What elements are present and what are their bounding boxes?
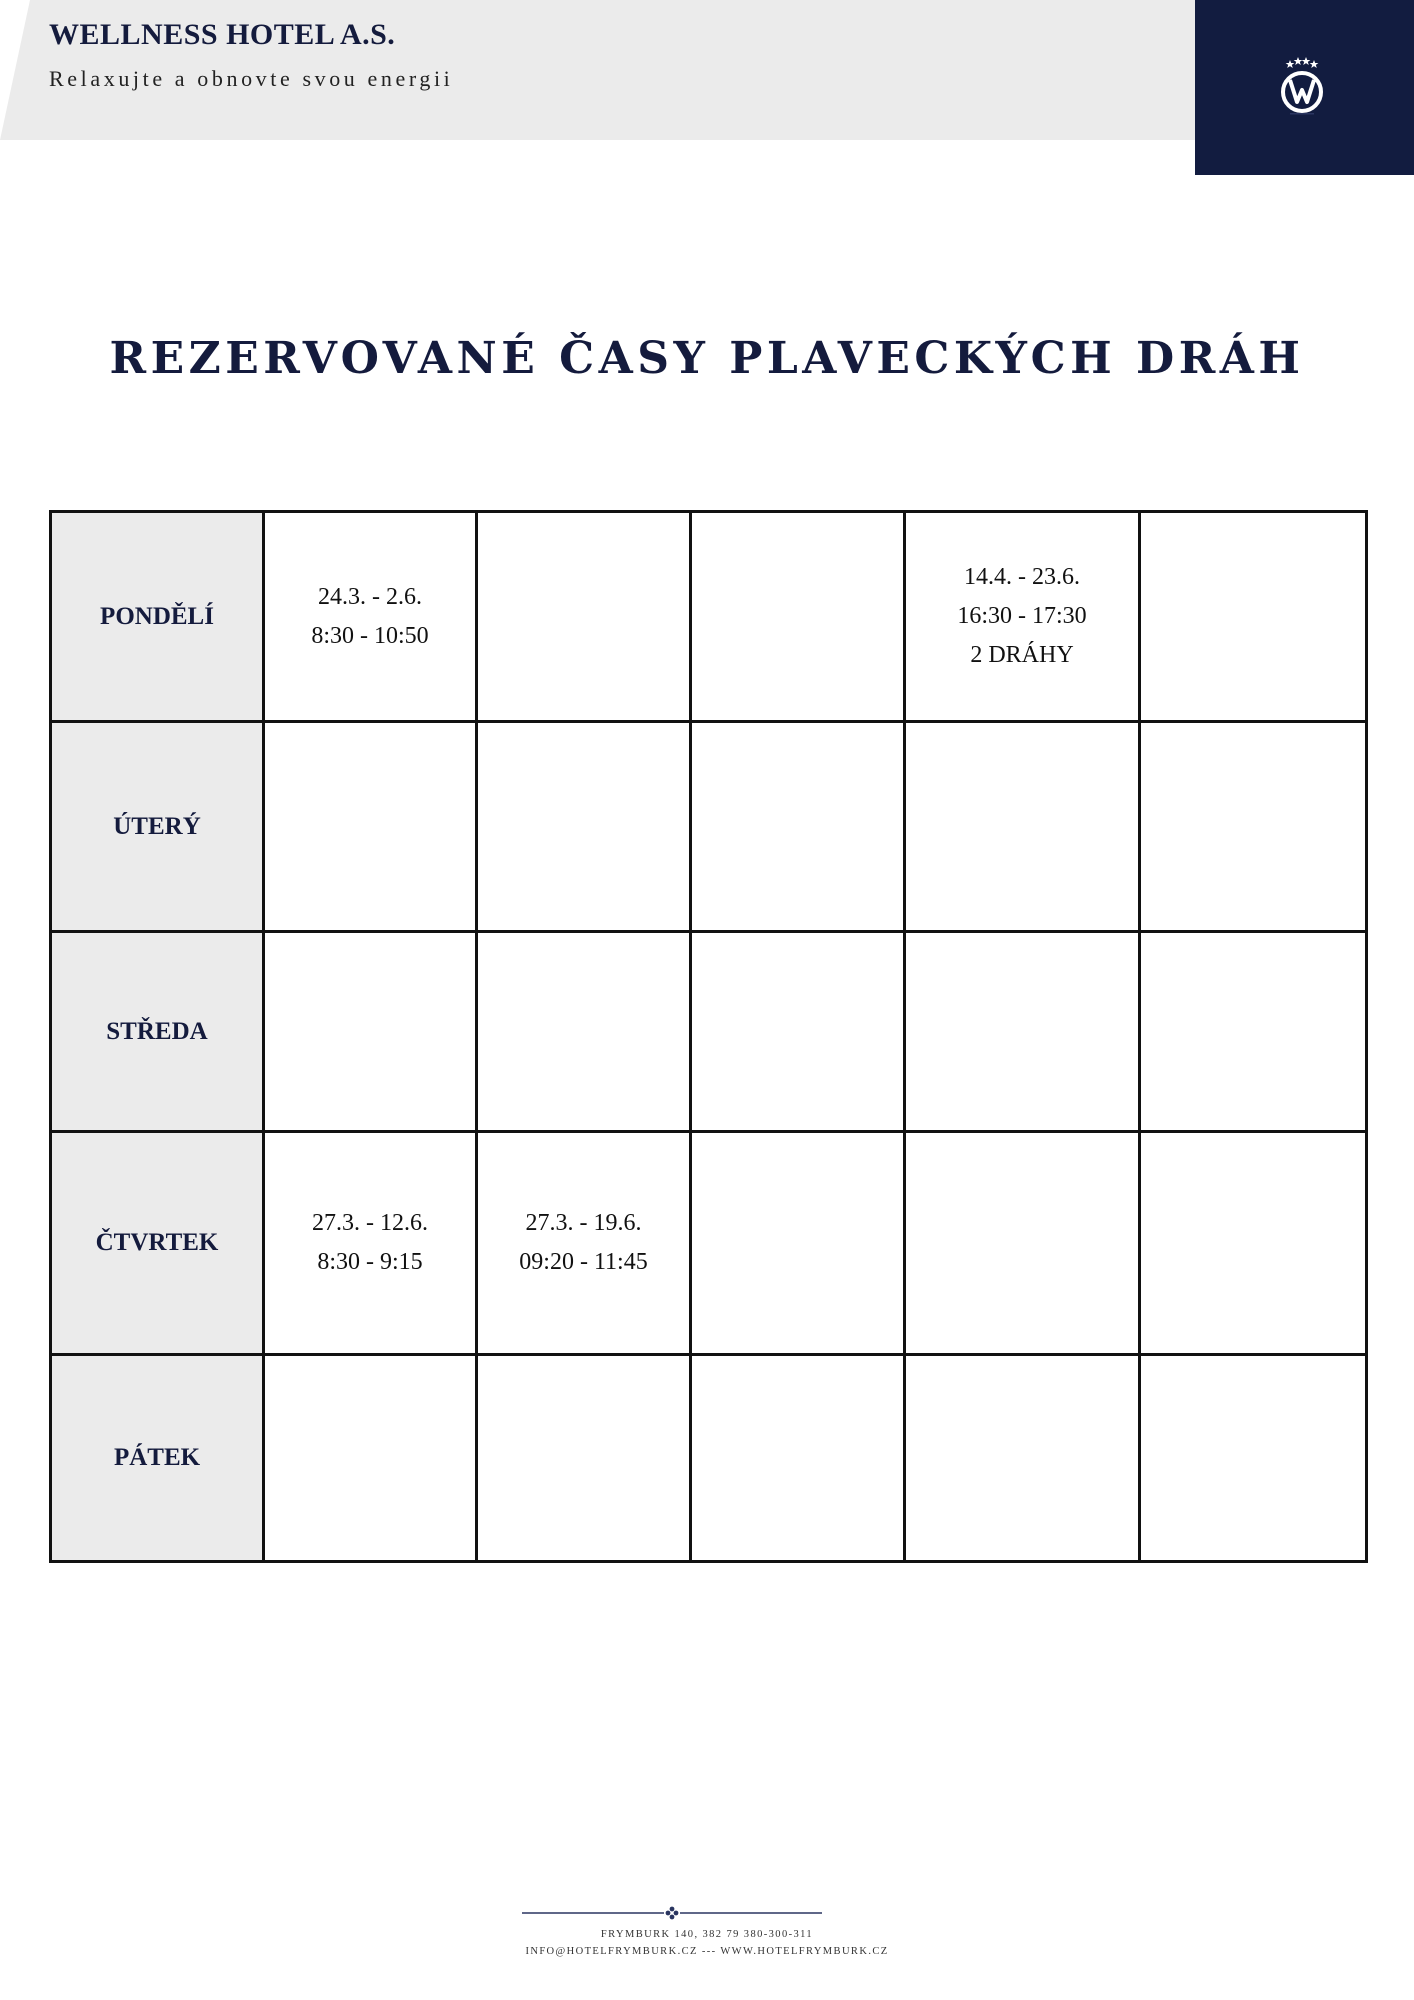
time-slot-cell	[691, 722, 905, 932]
hotel-logo-icon	[1272, 52, 1332, 116]
time-slot-cell	[264, 722, 477, 932]
time-slot-cell	[1140, 1355, 1367, 1562]
time-slot-cell	[477, 1132, 691, 1355]
slot-text: 16:30 - 17:30	[957, 603, 1087, 629]
time-slot-cell	[264, 1132, 477, 1355]
time-slot-cell	[905, 1132, 1140, 1355]
footer-ornament-icon	[522, 1906, 822, 1920]
slot-text: 14.4. - 23.6.	[964, 564, 1080, 590]
time-slot-cell	[905, 1355, 1140, 1562]
day-label: ÚTERÝ	[51, 722, 264, 932]
slot-text: 8:30 - 10:50	[311, 622, 429, 649]
time-slot-cell	[264, 1355, 477, 1562]
time-slot-cell	[477, 722, 691, 932]
slot-text: 2 DRÁHY	[970, 642, 1074, 668]
day-label: PONDĚLÍ	[51, 512, 264, 722]
time-slot-cell	[905, 932, 1140, 1132]
day-label: STŘEDA	[51, 932, 264, 1132]
time-slot-cell	[905, 512, 1140, 722]
slot-text: 27.3. - 12.6.	[312, 1210, 428, 1236]
time-slot-cell	[477, 512, 691, 722]
schedule-row	[51, 932, 1367, 1132]
logo-box	[1195, 0, 1414, 175]
time-slot-cell	[691, 932, 905, 1132]
slot-text: 27.3. - 19.6.	[525, 1210, 642, 1236]
schedule-table	[49, 510, 1368, 1563]
company-name: WELLNESS HOTEL A.S.	[49, 18, 396, 51]
footer-address: FRYMBURK 140, 382 79 380-300-311	[600, 1929, 814, 1940]
tagline: Relaxujte a obnovte svou energii	[49, 66, 454, 91]
slot-text: 24.3. - 2.6.	[318, 583, 422, 610]
footer-contact: INFO@HOTELFRYMBURK.CZ --- WWW.HOTELFRYMBURK.CZ	[525, 1946, 889, 1957]
time-slot-cell	[1140, 512, 1367, 722]
time-slot-cell	[691, 1355, 905, 1562]
time-slot-cell	[1140, 722, 1367, 932]
schedule-row	[51, 1355, 1367, 1562]
slot-text: 8:30 - 9:15	[317, 1249, 423, 1275]
time-slot-cell	[477, 1355, 691, 1562]
time-slot-cell	[691, 512, 905, 722]
schedule-row	[51, 1132, 1367, 1355]
time-slot-cell	[1140, 932, 1367, 1132]
schedule-row	[51, 512, 1367, 722]
day-label: ČTVRTEK	[51, 1132, 264, 1355]
time-slot-cell	[264, 932, 477, 1132]
time-slot-cell	[477, 932, 691, 1132]
time-slot-cell	[905, 722, 1140, 932]
day-label: PÁTEK	[51, 1355, 264, 1562]
time-slot-cell	[264, 512, 477, 722]
page-title: REZERVOVANÉ ČASY PLAVECKÝCH DRÁH	[109, 333, 1305, 384]
time-slot-cell	[691, 1132, 905, 1355]
schedule-row	[51, 722, 1367, 932]
time-slot-cell	[1140, 1132, 1367, 1355]
slot-text: 09:20 - 11:45	[519, 1249, 648, 1275]
